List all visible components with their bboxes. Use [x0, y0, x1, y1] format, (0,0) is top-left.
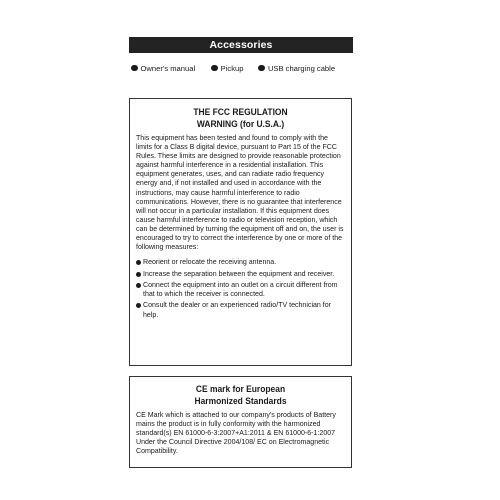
bullet-icon	[136, 260, 141, 265]
bullet-icon	[131, 65, 138, 72]
fcc-title-line2: WARNING (for U.S.A.)	[196, 119, 285, 129]
bullet-icon	[136, 283, 141, 288]
list-item	[136, 258, 345, 267]
measure-text: Increase the separation between the equipment and receiver.	[143, 270, 335, 278]
ce-body-text: CE Mark which is attached to our company's products of Battery mains the product is in fully conformity with the harmonized standard(s) EN 61000-6-3:2007+A1:2011 & EN 61000-6-1:2007 Under the Council Directive 2004/108/ EC on Electromagnetic Compatibility.	[136, 412, 336, 456]
ce-title	[144, 383, 336, 407]
measure-text: Reorient or relocate the receiving antenna.	[143, 259, 277, 267]
accessory-item-owners-manual	[131, 64, 195, 73]
list-item	[136, 281, 345, 299]
measure-text: Connect the equipment into an outlet on a circuit different from that to which the receiver is connected.	[143, 282, 338, 299]
bullet-icon	[211, 65, 218, 72]
fcc-body-text: This equipment has been tested and found to comply with the limits for a Class B digital device, pursuant to Part 15 of the FCC Rules. These limits are designed to provide reasonable protection against harmful interference in a residential installation. This equipment generates, uses, and can radiate radio frequency energy and, if not installed and used in accordance with the instructions, may cause harmful interference to radio communications. However, there is no guarantee that interference will not occur in a particular installation. If this equipment does cause harmful interference to radio or television reception, which can be determined by turning the equipment off and on, the user is encouraged to try to correct the interference by one or more of the following measures:	[136, 135, 344, 252]
bullet-icon	[136, 303, 141, 308]
accessory-label: Owner's manual	[140, 63, 196, 73]
fcc-warning-box	[129, 98, 352, 366]
fcc-title-line1: THE FCC REGULATION	[193, 107, 288, 117]
accessory-item-usb-cable	[258, 64, 335, 73]
bullet-icon	[136, 272, 141, 277]
accessories-heading: Accessories	[129, 37, 353, 53]
fcc-title	[144, 106, 336, 130]
accessories-list	[129, 61, 353, 75]
ce-mark-box	[129, 376, 352, 468]
measure-text: Consult the dealer or an experienced radio/TV technician for help.	[143, 302, 332, 319]
ce-title-line2: Harmonized Standards	[194, 396, 287, 406]
ce-title-line1: CE mark for European	[195, 384, 286, 394]
accessory-item-pickup	[211, 64, 243, 73]
fcc-measures-list	[136, 258, 345, 319]
list-item	[136, 301, 345, 319]
list-item	[136, 270, 345, 279]
bullet-icon	[258, 65, 265, 72]
accessory-label: USB charging cable	[267, 63, 336, 73]
accessory-label: Pickup	[220, 63, 244, 73]
